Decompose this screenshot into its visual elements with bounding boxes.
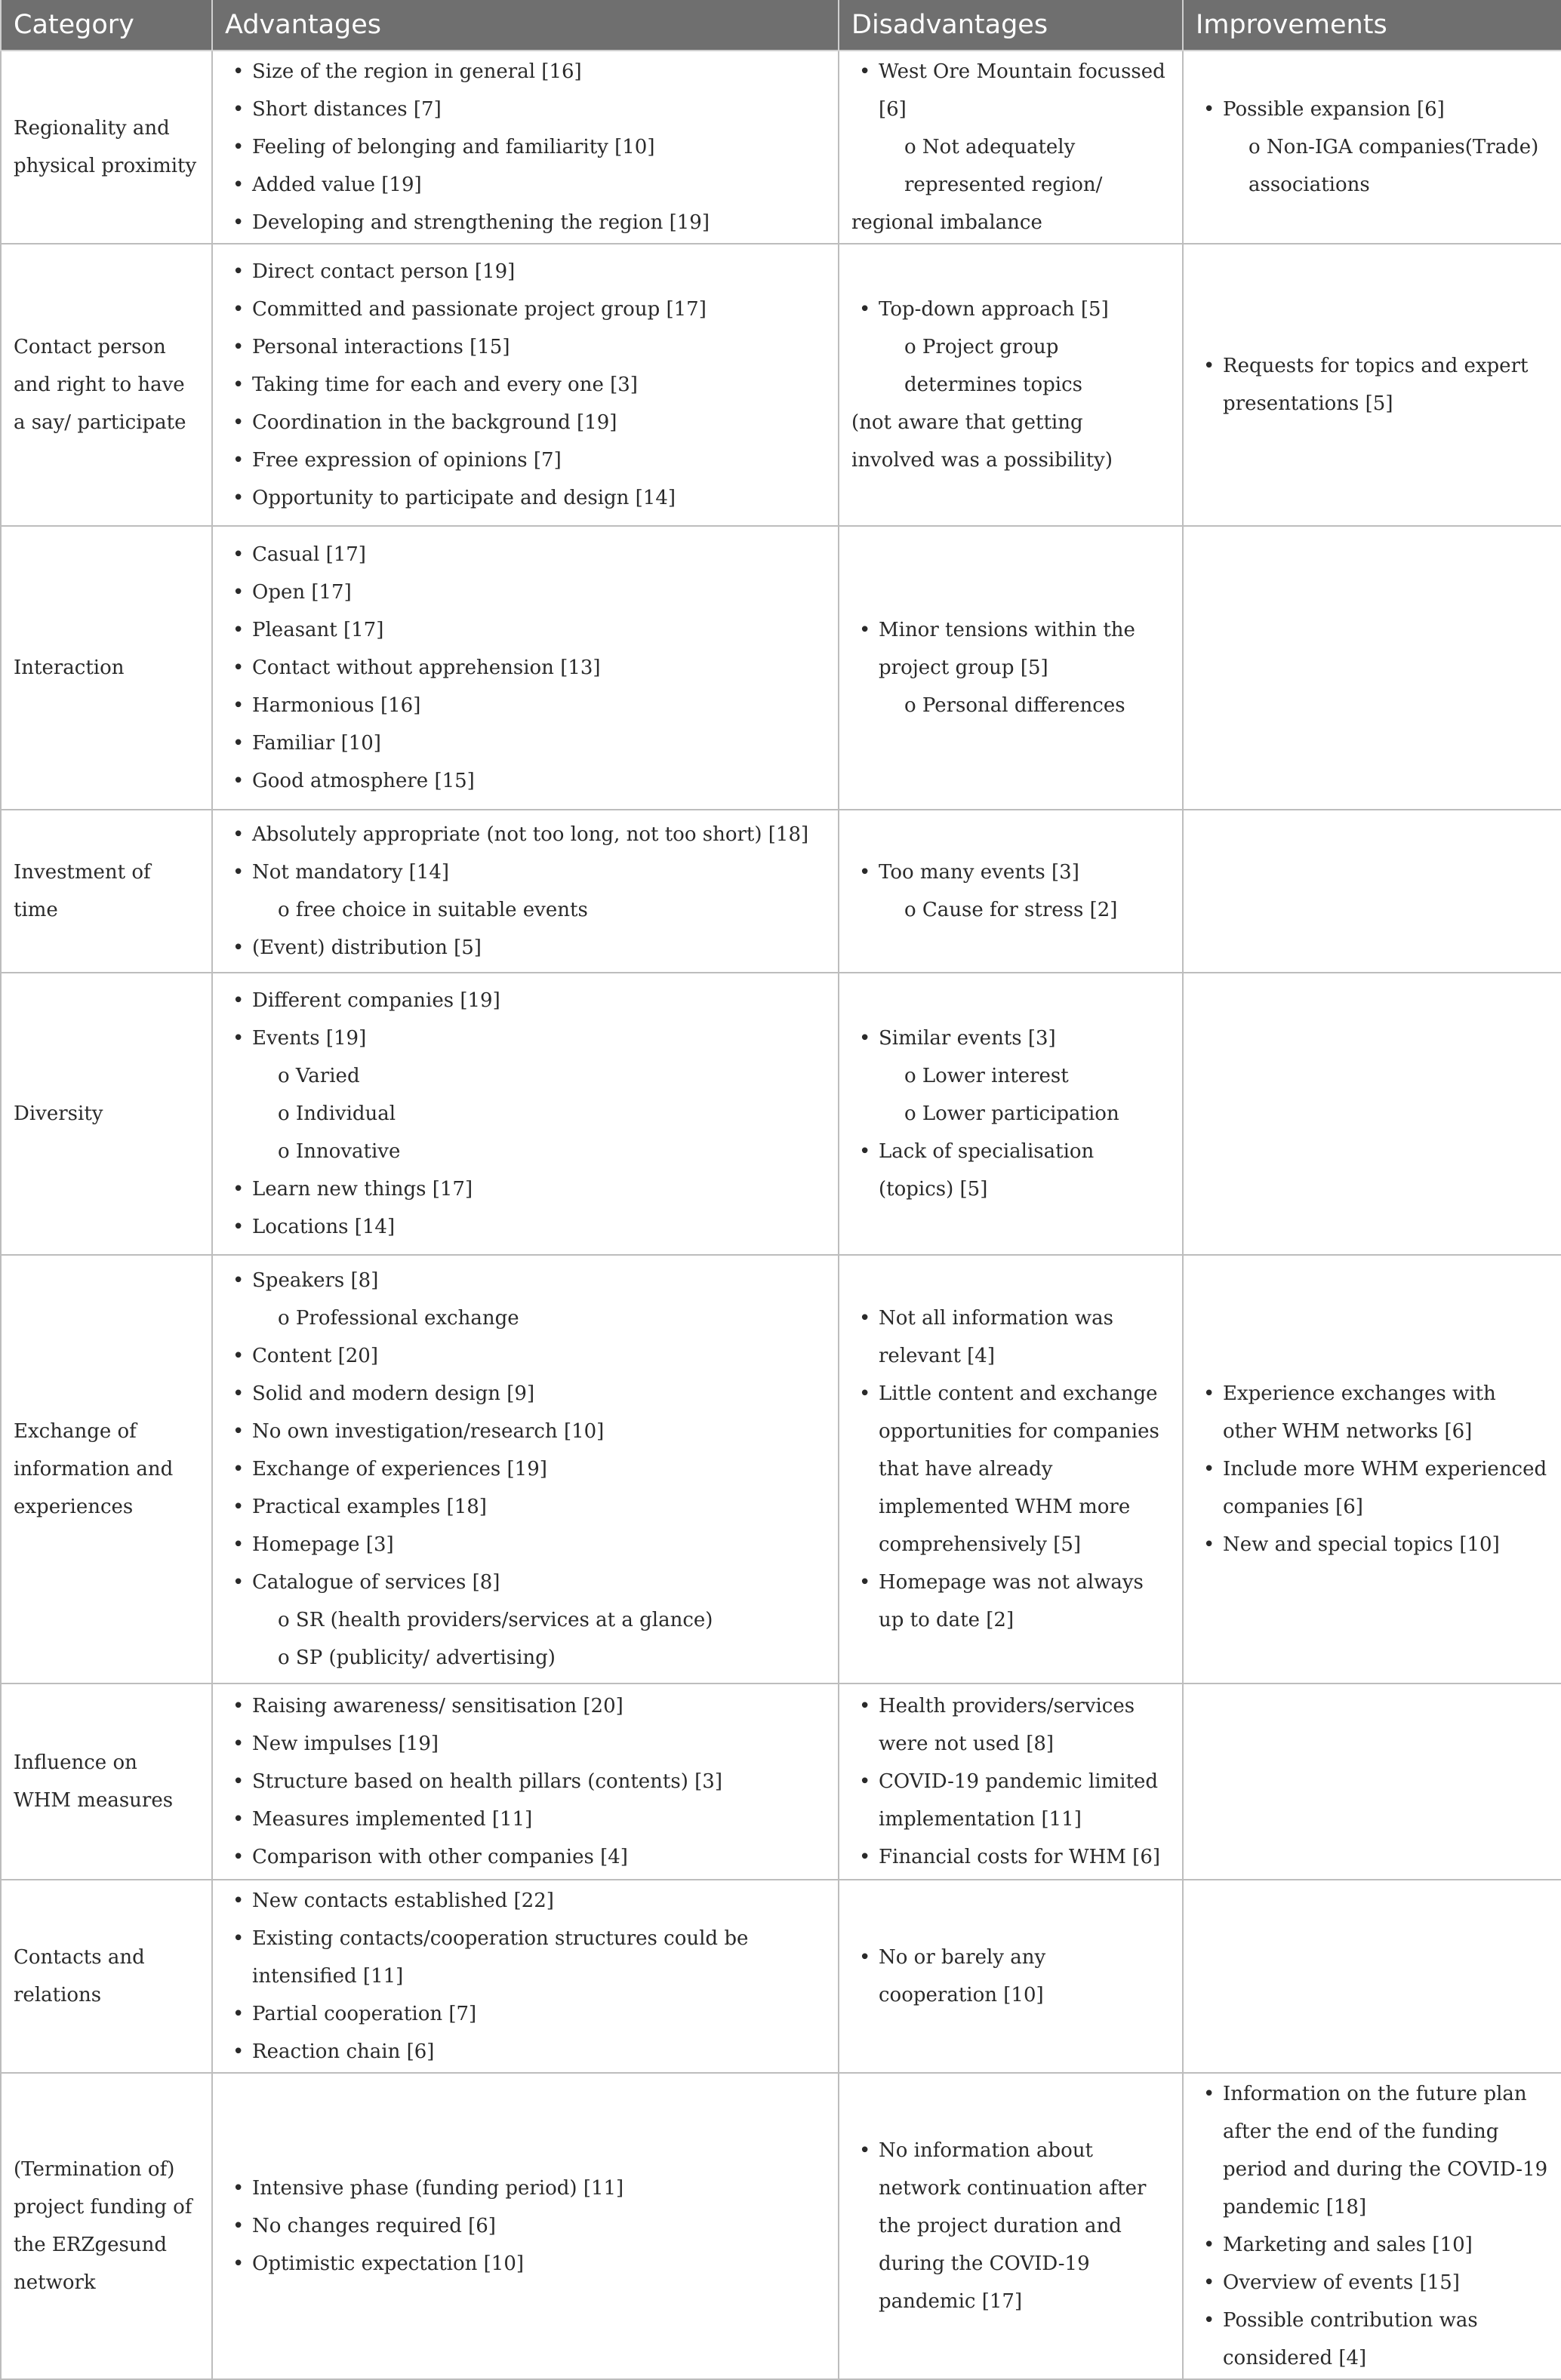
list-item: • Raising awareness/ sensitisation [20] — [225, 1687, 826, 1725]
list-item: • Exchange of experiences [19] — [225, 1450, 826, 1488]
sub-list-item: o SP (publicity/ advertising) — [278, 1647, 556, 1669]
list-item: • No own investigation/research [10] — [225, 1413, 826, 1450]
advantages-list — [225, 536, 826, 800]
list-item: • Absolutely appropriate (not too long, not too short) [18] — [225, 816, 826, 853]
list-item: • Homepage [3] — [225, 1526, 826, 1564]
advantages-cell — [212, 810, 839, 973]
list-item: • New impulses [19] — [225, 1725, 826, 1763]
list-item: • Developing and strengthening the region [19] — [225, 204, 826, 241]
list-item: • Information on the future plan after the end of the funding period and during the COVID-19 pandemic [18] — [1196, 2075, 1549, 2226]
disadvantages-list — [851, 1939, 1170, 2014]
disadvantages-list — [851, 853, 1170, 929]
improvements-cell — [1183, 1255, 1561, 1684]
advantages-list — [225, 2169, 826, 2283]
list-item: • Open [17] — [225, 573, 826, 611]
list-item: • Added value [19] — [225, 166, 826, 204]
list-item-continuation: (not aware that getting involved was a possibility) — [851, 411, 1113, 472]
improvements-cell — [1183, 1880, 1561, 2073]
list-item: • Not mandatory [14] — [225, 853, 826, 891]
sub-list-item: o Lower interest — [904, 1065, 1069, 1087]
disadvantages-list — [851, 2132, 1170, 2320]
sub-list-item: o free choice in suitable events — [278, 899, 588, 921]
disadvantages-cell — [839, 1880, 1183, 2073]
list-item: • Too many events [3] — [851, 853, 1170, 891]
category-cell: Contact person and right to have a say/ participate — [1, 244, 212, 526]
disadvantages-cell — [839, 1255, 1183, 1684]
list-item: • Structure based on health pillars (contents) [3] — [225, 1763, 826, 1800]
disadvantages-cell — [839, 244, 1183, 526]
list-item: • Opportunity to participate and design [14] — [225, 479, 826, 517]
disadvantages-cell — [839, 51, 1183, 244]
sub-list-item: o Lower participation — [904, 1102, 1119, 1125]
sub-list-item: o Varied — [278, 1065, 360, 1087]
list-item: • Little content and exchange opportunities for companies that have already implemented WHM more comprehensively [5] — [851, 1375, 1170, 1564]
list-item: • Top-down approach [5] — [851, 291, 1170, 328]
list-item: • Learn new things [17] — [225, 1170, 826, 1208]
table-row — [1, 51, 1561, 244]
list-item: • Direct contact person [19] — [225, 253, 826, 291]
disadvantages-cell — [839, 2073, 1183, 2379]
sub-list-item: o Cause for stress [2] — [904, 899, 1118, 921]
sub-list-item: o Non-IGA companies(Trade) associations — [1248, 136, 1539, 196]
list-item: • Include more WHM experienced companies [6] — [1196, 1450, 1549, 1526]
list-item: • Reaction chain [6] — [225, 2033, 826, 2071]
category-cell: Influence on WHM measures — [1, 1684, 212, 1880]
list-item: • Intensive phase (funding period) [11] — [225, 2169, 826, 2207]
category-cell: (Termination of) project funding of the ERZgesund network — [1, 2073, 212, 2379]
list-item: • Marketing and sales [10] — [1196, 2226, 1549, 2264]
category-cell: Contacts and relations — [1, 1880, 212, 2073]
header-category: Category — [1, 0, 212, 51]
advantages-list — [225, 982, 826, 1246]
list-item: • Committed and passionate project group [17] — [225, 291, 826, 328]
advantages-list — [225, 816, 826, 967]
table-row — [1, 244, 1561, 526]
improvements-cell — [1183, 244, 1561, 526]
sub-list-item: o SR (health providers/services at a glance) — [278, 1609, 713, 1631]
category-cell: Investment of time — [1, 810, 212, 973]
disadvantages-list — [851, 611, 1170, 724]
list-item: • Taking time for each and every one [3] — [225, 366, 826, 404]
advantages-list — [225, 53, 826, 241]
category-cell: Regionality and physical proximity — [1, 51, 212, 244]
improvements-cell — [1183, 2073, 1561, 2379]
advantages-cell — [212, 2073, 839, 2379]
list-item: • Familiar [10] — [225, 724, 826, 762]
list-item-continuation: regional imbalance — [851, 211, 1042, 234]
category-cell: Interaction — [1, 526, 212, 810]
disadvantages-list — [851, 1299, 1170, 1639]
advantages-cell — [212, 1684, 839, 1880]
improvements-cell — [1183, 973, 1561, 1255]
list-item: • Experience exchanges with other WHM networks [6] — [1196, 1375, 1549, 1450]
list-item: • Optimistic expectation [10] — [225, 2245, 826, 2283]
advantages-cell — [212, 973, 839, 1255]
list-item: • Requests for topics and expert presentations [5] — [1196, 347, 1549, 423]
disadvantages-list — [851, 1019, 1170, 1208]
list-item: • Financial costs for WHM [6] — [851, 1838, 1170, 1876]
list-item: • Catalogue of services [8] — [225, 1564, 826, 1601]
disadvantages-list — [851, 291, 1170, 479]
advantages-cell — [212, 1255, 839, 1684]
sub-list-item: o Innovative — [278, 1140, 401, 1163]
improvements-cell — [1183, 526, 1561, 810]
list-item: • Similar events [3] — [851, 1019, 1170, 1057]
list-item: • No or barely any cooperation [10] — [851, 1939, 1170, 2014]
disadvantages-cell — [839, 526, 1183, 810]
improvements-list — [1196, 347, 1549, 423]
table-header — [1, 0, 1561, 51]
improvements-cell — [1183, 810, 1561, 973]
list-item: • Comparison with other companies [4] — [225, 1838, 826, 1876]
list-item: • Events [19] — [225, 1019, 826, 1057]
sub-list-item: o Individual — [278, 1102, 396, 1125]
table-row — [1, 810, 1561, 973]
advantages-cell — [212, 244, 839, 526]
list-item: • Possible expansion [6] — [1196, 91, 1549, 128]
advantages-list — [225, 253, 826, 517]
list-item: • Contact without apprehension [13] — [225, 649, 826, 687]
advantages-cell — [212, 526, 839, 810]
category-cell: Exchange of information and experiences — [1, 1255, 212, 1684]
improvements-cell — [1183, 51, 1561, 244]
table-row — [1, 1684, 1561, 1880]
list-item: • Possible contribution was considered [4] — [1196, 2302, 1549, 2377]
list-item: • Overview of events [15] — [1196, 2264, 1549, 2302]
list-item: • Partial cooperation [7] — [225, 1995, 826, 2033]
table-row — [1, 1255, 1561, 1684]
list-item: • Good atmosphere [15] — [225, 762, 826, 800]
list-item: • Not all information was relevant [4] — [851, 1299, 1170, 1375]
list-item: • Size of the region in general [16] — [225, 53, 826, 91]
disadvantages-cell — [839, 1684, 1183, 1880]
category-cell: Diversity — [1, 973, 212, 1255]
sub-list-item: o Project group determines topics — [904, 336, 1082, 396]
improvements-list — [1196, 1375, 1549, 1564]
header-improvements: Improvements — [1183, 0, 1561, 51]
list-item: • Minor tensions within the project group [5] — [851, 611, 1170, 687]
list-item: • (Event) distribution [5] — [225, 929, 826, 967]
advantages-list — [225, 1687, 826, 1876]
list-item: • New and special topics [10] — [1196, 1526, 1549, 1564]
list-item: • Health providers/services were not used [8] — [851, 1687, 1170, 1763]
table-row — [1, 1880, 1561, 2073]
list-item: • Pleasant [17] — [225, 611, 826, 649]
list-item: • No changes required [6] — [225, 2207, 826, 2245]
list-item: • West Ore Mountain focussed [6] — [851, 53, 1170, 128]
disadvantages-cell — [839, 810, 1183, 973]
table-row — [1, 2073, 1561, 2379]
advantages-list — [225, 1262, 826, 1677]
list-item: • Homepage was not always up to date [2] — [851, 1564, 1170, 1639]
list-item: • Locations [14] — [225, 1208, 826, 1246]
list-item: • Content [20] — [225, 1337, 826, 1375]
list-item: • Harmonious [16] — [225, 687, 826, 724]
header-disadvantages: Disadvantages — [839, 0, 1183, 51]
improvements-list — [1196, 91, 1549, 204]
improvements-list — [1196, 2075, 1549, 2377]
sub-list-item: o Not adequately represented region/ — [904, 136, 1103, 196]
disadvantages-list — [851, 53, 1170, 241]
table-row — [1, 973, 1561, 1255]
table-row — [1, 526, 1561, 810]
improvements-cell — [1183, 1684, 1561, 1880]
advantages-cell — [212, 1880, 839, 2073]
header-advantages: Advantages — [212, 0, 839, 51]
advantages-cell — [212, 51, 839, 244]
list-item: • Practical examples [18] — [225, 1488, 826, 1526]
disadvantages-list — [851, 1687, 1170, 1876]
table-body — [1, 51, 1561, 2379]
sub-list-item: o Personal differences — [904, 694, 1125, 717]
list-item: • Existing contacts/cooperation structures could be intensified [11] — [225, 1920, 826, 1995]
list-item: • COVID-19 pandemic limited implementation [11] — [851, 1763, 1170, 1838]
list-item: • Free expression of opinions [7] — [225, 441, 826, 479]
list-item: • Casual [17] — [225, 536, 826, 573]
list-item: • Coordination in the background [19] — [225, 404, 826, 441]
list-item: • Speakers [8] — [225, 1262, 826, 1299]
list-item: • Feeling of belonging and familiarity [10] — [225, 128, 826, 166]
list-item: • Solid and modern design [9] — [225, 1375, 826, 1413]
list-item: • Measures implemented [11] — [225, 1800, 826, 1838]
list-item: • Different companies [19] — [225, 982, 826, 1019]
list-item: • Personal interactions [15] — [225, 328, 826, 366]
advantages-list — [225, 1882, 826, 2071]
list-item: • New contacts established [22] — [225, 1882, 826, 1920]
list-item: • Short distances [7] — [225, 91, 826, 128]
sub-list-item: o Professional exchange — [278, 1307, 519, 1330]
list-item: • Lack of specialisation (topics) [5] — [851, 1133, 1170, 1208]
disadvantages-cell — [839, 973, 1183, 1255]
list-item: • No information about network continuation after the project duration and during the COVID-19 pandemic [17] — [851, 2132, 1170, 2320]
